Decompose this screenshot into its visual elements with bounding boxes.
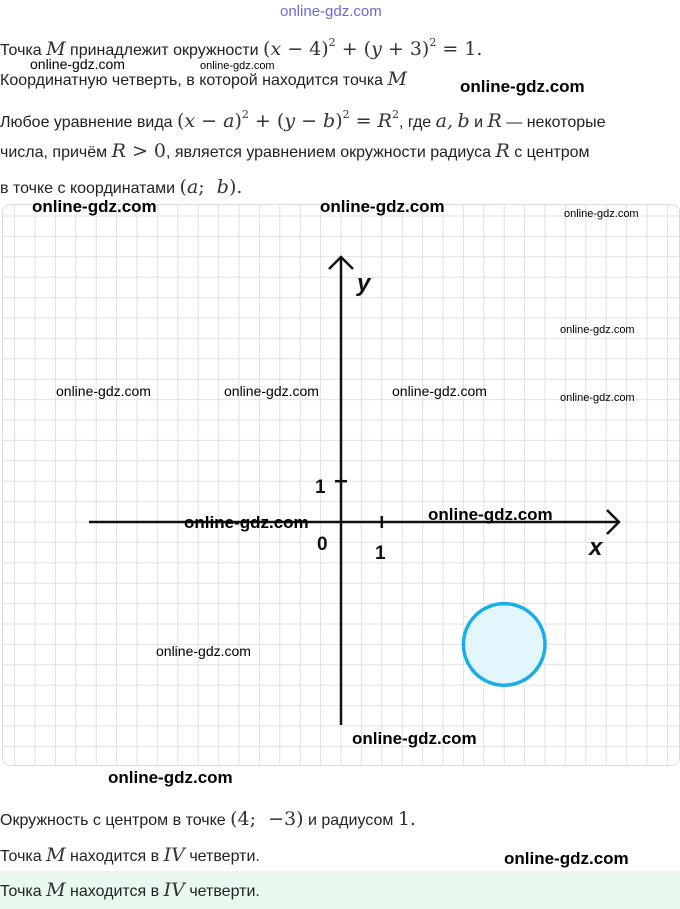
watermark: online-gdz.com [352, 729, 477, 748]
problem-text: с центром [514, 144, 590, 161]
solution-text: Точка [0, 848, 42, 865]
math-a: a, [435, 110, 454, 132]
y-axis-label: y [357, 270, 371, 297]
watermark: online-gdz.com [560, 324, 635, 336]
watermark: online-gdz.com [32, 197, 157, 216]
problem-text: Точка [0, 42, 42, 59]
problem-text: и [474, 114, 484, 131]
problem-text: , где [398, 114, 432, 131]
problem-text: — некоторые [506, 114, 606, 131]
watermark-top: online-gdz.com [280, 3, 382, 20]
math-M: M [46, 38, 66, 60]
y-tick-label: 1 [315, 477, 326, 498]
solution-text: четверти. [189, 848, 260, 865]
math-R-positive: R > 0 [111, 140, 166, 162]
math-IV: IV [163, 844, 185, 866]
answer-box [0, 871, 680, 909]
watermark: online-gdz.com [30, 56, 125, 72]
problem-text: , является уравнением окружности радиуса [166, 144, 492, 161]
math-center-ab: (a; b). [179, 176, 243, 198]
watermark: online-gdz.com [224, 383, 319, 399]
math-M: M [46, 879, 66, 901]
watermark: online-gdz.com [184, 513, 309, 532]
watermark: online-gdz.com [392, 383, 487, 399]
problem-line-4 [0, 140, 590, 164]
math-M: M [46, 844, 66, 866]
watermark: online-gdz.com [460, 77, 585, 96]
coordinate-plane [3, 205, 679, 765]
math-b: b [457, 110, 470, 132]
problem-text: Любое уравнение вида [0, 114, 173, 131]
circle-shape [463, 604, 545, 686]
watermark: online-gdz.com [200, 60, 275, 72]
math-R: R [487, 110, 502, 132]
watermark: online-gdz.com [320, 197, 445, 216]
solution-text: и радиусом [308, 812, 394, 829]
answer-line [0, 879, 260, 903]
solution-line-2 [0, 844, 260, 868]
answer-text: находится в [70, 883, 160, 900]
math-radius-1: 1. [397, 808, 416, 830]
problem-text: Координатную четверть, в которой находится точка [0, 72, 384, 89]
problem-text: числа, причём [0, 144, 108, 161]
general-equation: $(x - a)^2 + (y - b)^2 = R^2$ [177, 108, 399, 132]
x-axis-label: x [589, 534, 603, 561]
watermark: online-gdz.com [564, 208, 639, 220]
coordinate-figure [2, 204, 680, 766]
math-IV: IV [163, 879, 185, 901]
math-M: M [387, 68, 407, 90]
problem-line-3 [0, 104, 606, 134]
solution-text: Окружность с центром в точке [0, 812, 226, 829]
watermark: online-gdz.com [108, 768, 233, 787]
origin-label: 0 [317, 534, 328, 555]
solution-text: находится в [70, 848, 160, 865]
problem-text: в точке с координатами [0, 180, 176, 197]
math-center-4-3: (4; −3) [230, 808, 304, 830]
answer-text: Точка [0, 883, 42, 900]
circle-equation: $(x - 4)^2 + (y + 3)^2 = 1$. [263, 36, 483, 60]
x-tick-label: 1 [375, 543, 386, 564]
watermark: online-gdz.com [504, 849, 629, 868]
watermark: online-gdz.com [428, 505, 553, 524]
math-R: R [495, 140, 510, 162]
problem-text: принадлежит окружности [70, 42, 259, 59]
watermark: online-gdz.com [560, 392, 635, 404]
answer-text: четверти. [189, 883, 260, 900]
watermark: online-gdz.com [56, 383, 151, 399]
watermark: online-gdz.com [156, 643, 251, 659]
solution-line-1 [0, 808, 416, 832]
